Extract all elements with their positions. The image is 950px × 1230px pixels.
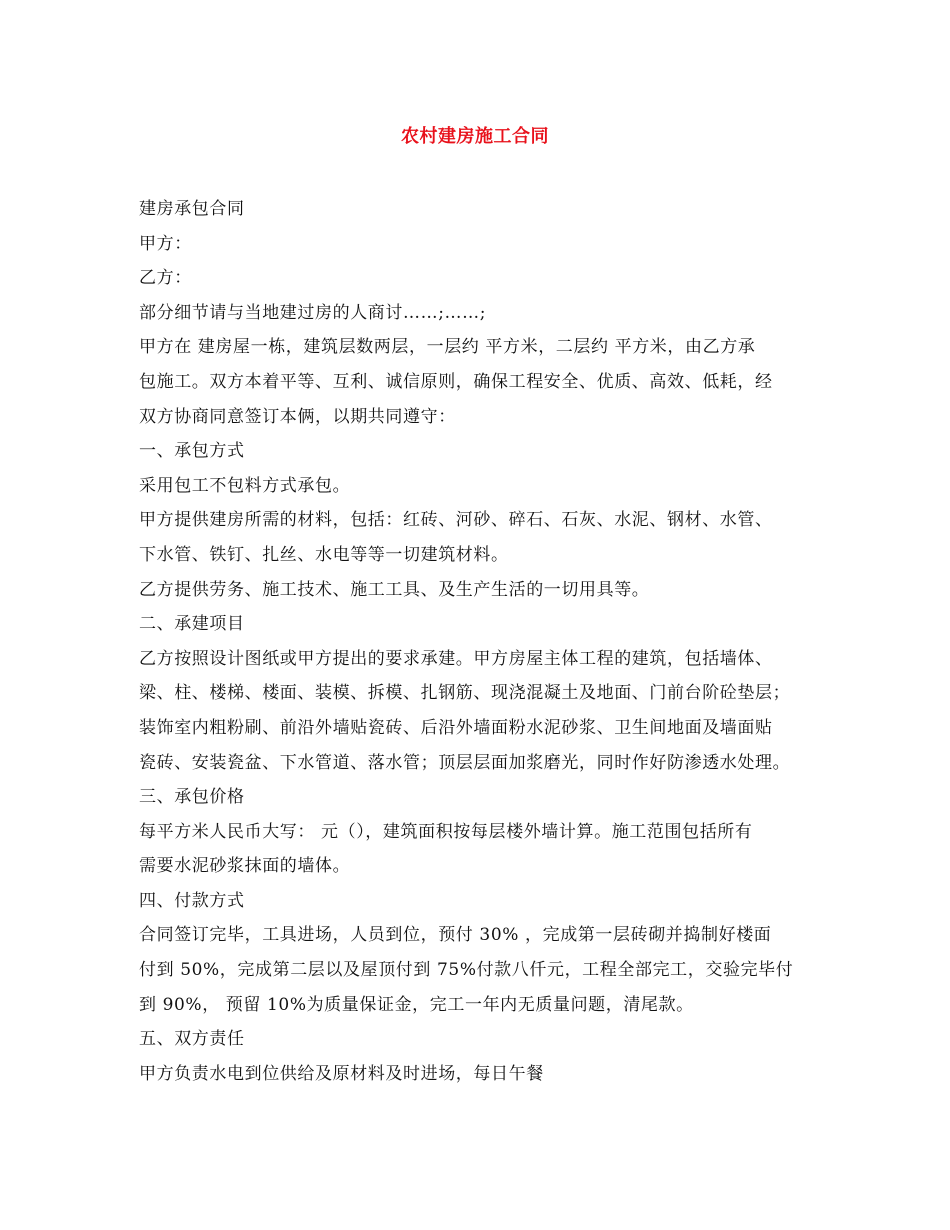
section-heading: 五、双方责任 xyxy=(139,1029,245,1050)
paragraph-line: 下水管、铁钉、扎丝、水电等等一切建筑材料。 xyxy=(139,544,509,565)
paragraph-line: 需要水泥砂浆抹面的墙体。 xyxy=(139,856,351,877)
paragraph-line: 甲方负责水电到位供给及原材料及时进场，每日午餐 xyxy=(139,1063,544,1084)
paragraph-line: 包施工。双方本着平等、互利、诚信原则，确保工程安全、优质、高效、低耗，经 xyxy=(139,371,773,392)
paragraph-line: 装饰室内粗粉刷、前沿外墙贴瓷砖、后沿外墙面粉水泥砂浆、卫生间地面及墙面贴 xyxy=(139,717,773,738)
paragraph-line: 梁、柱、楼梯、楼面、装模、拆模、扎钢筋、现浇混凝土及地面、门前台阶砼垫层； xyxy=(139,683,791,704)
paragraph-line: 乙方： xyxy=(139,268,192,289)
paragraph-line: 乙方提供劳务、施工技术、施工工具、及生产生活的一切用具等。 xyxy=(139,579,650,600)
paragraph-line: 合同签订完毕，工具进场，人员到位，预付 30% ，完成第一层砖砌并捣制好楼面 xyxy=(139,925,772,946)
section-heading: 三、承包价格 xyxy=(139,787,245,808)
paragraph-line: 到 90%， 预留 10%为质量保证金，完工一年内无质量问题，清尾款。 xyxy=(139,994,694,1015)
paragraph-line: 甲方在 建房屋一栋，建筑层数两层，一层约 平方米，二层约 平方米，由乙方承 xyxy=(139,337,756,358)
paragraph-line: 每平方米人民币大写： 元（），建筑面积按每层楼外墙计算。施工范围包括所有 xyxy=(139,821,753,842)
paragraph-line: 甲方提供建房所需的材料，包括：红砖、河砂、碎石、石灰、水泥、钢材、水管、 xyxy=(139,510,773,531)
paragraph-line: 付到 50%，完成第二层以及屋顶付到 75%付款八仟元，工程全部完工，交验完毕付 xyxy=(139,960,794,981)
paragraph-line: 双方协商同意签订本俩，以期共同遵守： xyxy=(139,406,456,427)
paragraph-line: 瓷砖、安装瓷盆、下水管道、落水管；顶层层面加浆磨光，同时作好防渗透水处理。 xyxy=(139,752,791,773)
paragraph-line: 乙方按照设计图纸或甲方提出的要求承建。甲方房屋主体工程的建筑，包括墙体、 xyxy=(139,648,773,669)
paragraph-line: 采用包工不包料方式承包。 xyxy=(139,475,351,496)
document-body xyxy=(139,192,829,1091)
paragraph-line: 甲方： xyxy=(139,233,192,254)
section-heading: 一、承包方式 xyxy=(139,441,245,462)
paragraph-line: 部分细节请与当地建过房的人商讨……;……; xyxy=(139,302,487,323)
section-heading: 二、承建项目 xyxy=(139,614,245,635)
document-title: 农村建房施工合同 xyxy=(401,126,549,147)
section-heading: 四、付款方式 xyxy=(139,890,245,911)
paragraph-line: 建房承包合同 xyxy=(139,199,245,219)
